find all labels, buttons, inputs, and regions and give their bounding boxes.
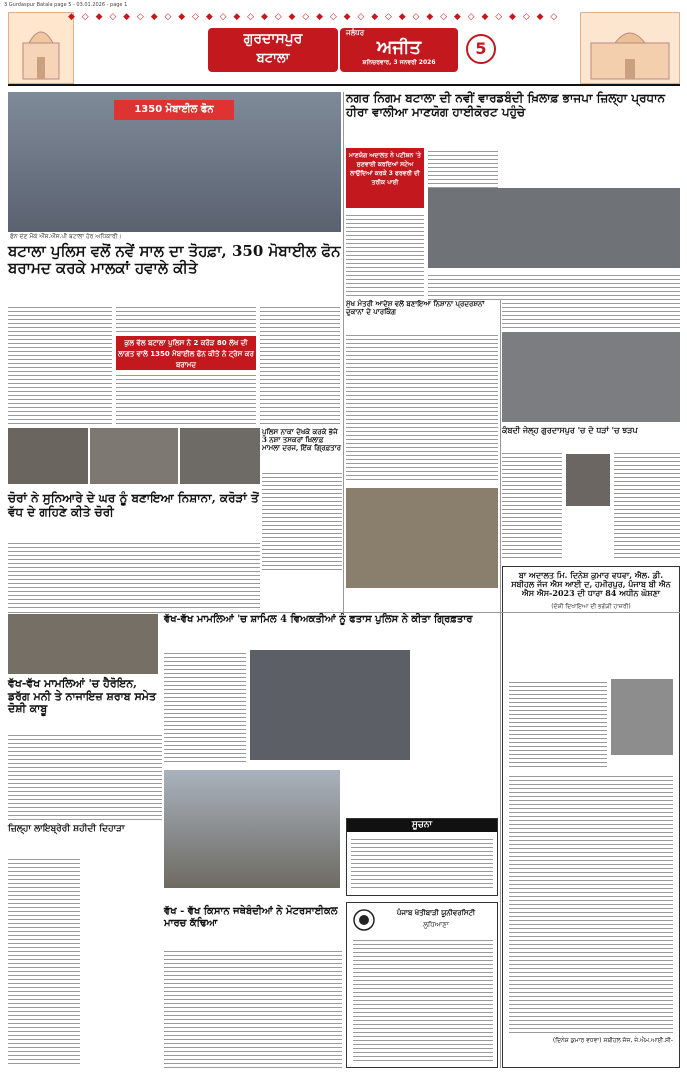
page-number: 5 [466,34,496,64]
farmers-photo [164,770,340,888]
column-divider-right [500,300,501,1068]
tractor-headline: ਪੁਲਿਸ ਨਾਕਾ ਦੇਖਕੇ ਕਰਕੇ ਭੱਜੇ 3 ਨਸ਼ਾ ਤਸਕਰਾਂ ਖ਼ਿਲਾਫ਼ ਮਾਮਲਾ ਦਰਜ, ਇੱਕ ਗ੍ਰਿਫ਼ਤਾਰ [262,427,341,453]
theft-article [8,540,260,610]
police-article-col2 [116,304,256,334]
university-notice-box [346,902,498,1068]
small-photo-3 [180,428,260,484]
column-divider [343,92,344,612]
court-notice-body-2 [509,773,673,1033]
arrest-headline: ਵੱਖ-ਵੱਖ ਮਾਮਲਿਆਂ 'ਚ ਸ਼ਾਮਿਲ 4 ਵਿਅਕਤੀਆਂ ਨੂੰ ਫਤਾਸ ਪੁਲਿਸ ਨੇ ਕੀਤਾ ਗ੍ਰਿਫ਼ਤਾਰ [164,614,473,625]
protest-minor-headline: ਮੁੱਖ ਮੰਤਰੀ ਆਦੇਸ਼ ਵਲੋਂ ਬਣਾਇਆ ਨਿਸ਼ਾਨਾ ਪ੍ਰਦਰਸ਼ਨਾਂ ਦੁਕਾਨਾਂ ਦੇ ਪਾਰਕਿੰਗ [346,299,485,317]
police-event-photo [8,92,341,232]
right-article-top [502,300,680,330]
police-article-col1 [8,304,112,424]
protest-photo [346,488,498,588]
jail-photo-1 [566,454,610,506]
arrest-photo [250,650,410,760]
issue-date: ਸ਼ਨਿਚਰਵਾਰ, 3 ਜਨਵਰੀ 2026 [362,59,436,66]
edition-title-line2: ਬਟਾਲਾ [256,51,290,66]
police-group-photo [8,614,158,674]
jail-headline: ਕੰਬਦੀ ਜੇਲ੍ਹ ਗੁਰਦਾਸਪੁਰ 'ਚ ਦੋ ਧੜਾਂ 'ਚ ਝੜਪ [502,425,638,435]
suchna-body [351,836,493,890]
police-article-col2b [116,372,256,424]
gurdwara-illustration-right [580,12,680,84]
temple-building-icon [581,13,679,83]
suchna-title: ਸੂਚਨਾ [347,819,497,832]
library-headline: ਜ਼ਿਲ੍ਹਾ ਲਾਇਬ੍ਰੇਰੀ ਸ਼ਹੀਦੀ ਦਿਹਾੜਾ [8,824,125,834]
protest-minor-article [346,332,498,482]
accused-photo [611,679,673,755]
university-seal-icon [353,909,375,931]
heroin-article [8,732,162,820]
jail-article-col2 [614,450,680,560]
row-divider [8,612,680,613]
tractor-article [262,470,342,570]
suchna-notice-box [346,818,498,896]
university-subtitle: ਲੁਧਿਆਣਾ [423,921,449,929]
court-notice-subtitle: (ਦੋਸ਼ੀ ਦਿਖਾਇਆ ਦੀ ਭਗੋੜੀ ਹਾਜ਼ਰੀ) [551,602,631,610]
farmers-article [164,948,342,1068]
court-notice-box [502,566,680,1068]
paper-name-box [340,28,458,72]
theft-headline: ਚੋਰਾਂ ਨੇ ਸੁਨਿਆਰੇ ਦੇ ਘਰ ਨੂੰ ਬਣਾਇਆ ਨਿਸ਼ਾਨਾ, ਕਰੋੜਾਂ ਤੋਂ ਵੱਧ ਦੇ ਗਹਿਣੇ ਕੀਤੇ ਚੋਰੀ [8,491,259,519]
bjp-article-col3 [428,272,680,300]
edition-label: ਜਲੰਧਰ [346,29,365,37]
bus-photo [502,332,680,422]
print-info-strip: 3 Gurdaspur Batala page 5 - 03.01.2026 - page 1 [4,2,128,8]
university-title: ਪੰਜਾਬ ਖੇਤੀਬਾੜੀ ਯੂਨੀਵਰਸਿਟੀ [396,908,476,917]
temple-dome-icon [9,13,73,83]
bjp-photo [428,188,680,268]
court-notice-title: ਬਾ ਅਦਾਲਤ ਮਿ. ਦਿਨੇਸ਼ ਕੁਮਾਰ ਵਧਵਾ, ਐਲ. ਡੀ. ਸਬੀਹਲ ਜੱਜ ਐਸ ਆਈ ਦ, ਹਮੀਰਪੁਰ, ਪੰਜਾਬ ਬੀ ਐਨ ਐਸ ਐਸ-2023 ਦੀ ਧਾਰਾ 84 ਅਧੀਨ ਘੋਸ਼ਣਾ [511,570,671,599]
bjp-article-col1 [346,212,424,296]
photo-banner: 1350 ਮੋਬਾਈਲ ਫੋਨ [114,100,234,120]
police-headline: ਬਟਾਲਾ ਪੁਲਿਸ ਵਲੋਂ ਨਵੇਂ ਸਾਲ ਦਾ ਤੋਹਫ਼ਾ, 350 ਮੋਬਾਈਲ ਫੋਨ ਬਰਾਮਦ ਕਰਕੇ ਮਾਲਕਾਂ ਹਵਾਲੇ ਕੀਤੇ [8,242,341,278]
police-photo-caption: ਫੋਨ ਦੇਣ ਮੌਕੇ ਐੱਸ.ਐੱਸ.ਪੀ ਬਟਾਲਾ ਹੋਰ ਅਧਿਕਾਰੀ। [10,233,122,240]
court-notice-body-1 [509,679,607,769]
small-photo-1 [8,428,88,484]
decorative-band: ◆ ◇ ◆ ◇ ◆ ◇ ◆ ◇ ◆ ◇ ◆ ◇ ◆ ◇ ◆ ◇ ◆ ◇ ◆ ◇ ◆ ◇ ◆ ◇ ◆ ◇ ◆ ◇ ◆ ◇ ◆ ◇ ◆ ◇ ◆ ◇ [68,12,560,22]
farmers-headline: ਵੱਖ - ਵੱਖ ਕਿਸਾਨ ਜਥੇਬੰਦੀਆਂ ਨੇ ਮੋਟਰਸਾਈਕਲ ਮਾਰਚ ਕੱਢਿਆ [164,906,338,929]
police-highlight: ਕੁਲ ਵੱਲ ਬਟਾਲਾ ਪੁਲਿਸ ਨੇ 2 ਕਰੋੜ 80 ਲੱਖ ਦੀ ਲਾਗਤ ਵਾਲੇ 1350 ਮੋਬਾਈਲ ਫੋਨ ਕੀਤੇ ਨੇ ਟ੍ਰੇਸ ਕਰ ਬਰਾਮਦ [116,336,256,370]
gurdwara-illustration-left [8,12,74,84]
masthead [8,12,680,86]
bjp-headline: ਨਗਰ ਨਿਗਮ ਬਟਾਲਾ ਦੀ ਨਵੀਂ ਵਾਰਡਬੰਦੀ ਖ਼ਿਲਾਫ਼ ਭਾਜਪਾ ਜ਼ਿਲ੍ਹਾ ਪ੍ਰਧਾਨ ਹੀਰਾ ਵਾਲੀਆ ਮਾਣਯੋਗ ਹਾਈਕੋਰਟ ਪਹੁੰਚੇ [346,91,666,119]
jail-article-col1 [502,450,562,560]
arrest-article [164,650,246,764]
edition-title-line1: ਗੁਰਦਾਸਪੁਰ [243,31,303,47]
small-photo-2 [90,428,178,484]
university-body [353,937,493,1063]
library-article [8,856,80,1066]
court-notice-footer: (ਦਿਨੇਸ਼ ਕੁਮਾਰ ਵਧਵਾ) ਸਬੀਹਲ ਜੱਜ, ਜੇ.ਐਮ.ਆਈ.ਸੀ- [552,1037,673,1044]
heroin-headline: ਵੱਖ-ਵੱਖ ਮਾਮਲਿਆਂ 'ਚ ਹੈਰੋਇਨ, ਡਰੱਗ ਮਨੀ ਤੇ ਨਾਜਾਇਜ਼ ਸ਼ਰਾਬ ਸਮੇਤ ਦੋਸ਼ੀ ਕਾਬੂ [8,677,157,716]
edition-title [208,28,338,72]
bjp-highlight: ਮਾਣਯੋਗ ਅਦਾਲਤ ਨੇ ਪਟੀਸ਼ਨ 'ਤੇ ਸੁਣਵਾਈ ਕਰਦਿਆਂ ਸਟੇਅ ਲਾਉਂਦਿਆਂ ਕਰਕੇ 3 ਫਰਵਰੀ ਦੀ ਤਰੀਕ ਪਾਈ [346,148,424,208]
paper-name: ਅਜੀਤ [376,37,422,58]
police-article-col3 [260,304,340,424]
